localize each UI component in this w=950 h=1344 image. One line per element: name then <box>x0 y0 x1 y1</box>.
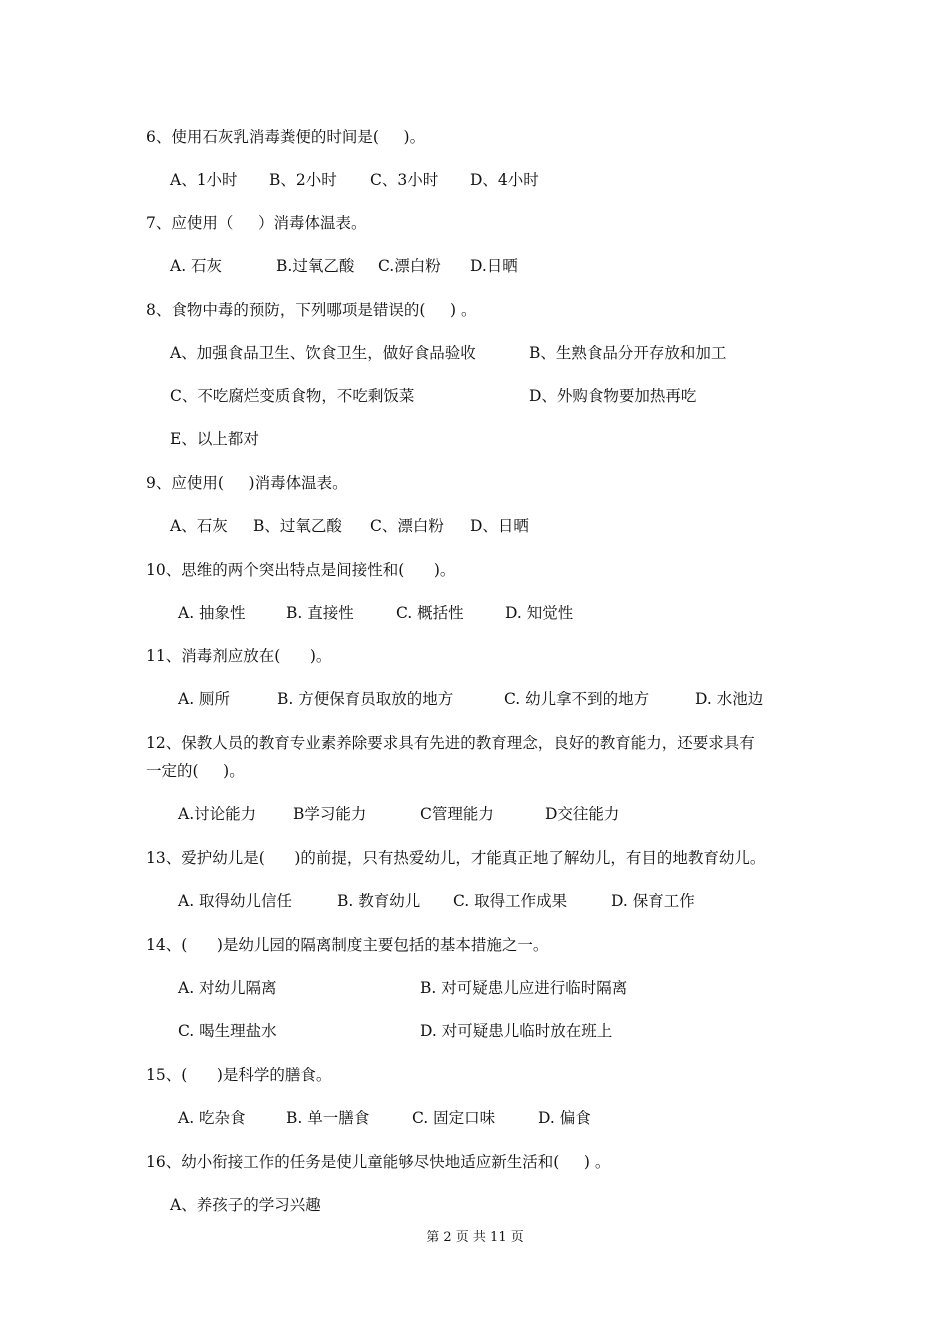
question-6-option-b: B、2小时 <box>269 171 337 189</box>
question-9-option-b: B、过氧乙酸 <box>253 517 342 535</box>
question-14-option-c: C. 喝生理盐水 <box>178 1022 277 1040</box>
question-6-option-a: A、1小时 <box>170 171 238 189</box>
question-14-option-d: D. 对可疑患儿临时放在班上 <box>420 1022 613 1040</box>
question-8-option-a: A、加强食品卫生、饮食卫生，做好食品验收 <box>170 344 476 362</box>
question-12-stem-continued: 一定的( )。 <box>146 762 245 780</box>
question-10-stem: 10、思维的两个突出特点是间接性和( )。 <box>146 561 456 579</box>
question-8-option-b: B、生熟食品分开存放和加工 <box>529 344 727 362</box>
question-11-stem: 11、消毒剂应放在( )。 <box>146 647 332 665</box>
question-7-option-a: A. 石灰 <box>170 257 223 275</box>
question-12-option-c: C管理能力 <box>420 805 494 823</box>
question-10-option-a: A. 抽象性 <box>178 604 246 622</box>
question-13-option-a: A. 取得幼儿信任 <box>178 892 293 910</box>
question-13-option-c: C. 取得工作成果 <box>453 892 568 910</box>
question-13-option-d: D. 保育工作 <box>611 892 695 910</box>
question-8-option-e: E、以上都对 <box>170 430 259 448</box>
question-7-option-c: C.漂白粉 <box>378 257 441 275</box>
question-10-option-c: C. 概括性 <box>396 604 464 622</box>
question-14-option-a: A. 对幼儿隔离 <box>178 979 277 997</box>
question-15-option-d: D. 偏食 <box>538 1109 591 1127</box>
question-13-stem: 13、爱护幼儿是( )的前提，只有热爱幼儿，才能真正地了解幼儿，有目的地教育幼儿。 <box>146 849 766 867</box>
question-7-option-b: B.过氧乙酸 <box>276 257 355 275</box>
question-6-option-d: D、4小时 <box>470 171 539 189</box>
question-8-option-d: D、外购食物要加热再吃 <box>529 387 697 405</box>
question-8-option-c: C、不吃腐烂变质食物，不吃剩饭菜 <box>170 387 415 405</box>
question-12-option-a: A.讨论能力 <box>178 805 257 823</box>
question-12-option-b: B学习能力 <box>293 805 367 823</box>
question-14-stem: 14、( )是幼儿园的隔离制度主要包括的基本措施之一。 <box>146 936 549 954</box>
question-11-option-a: A. 厕所 <box>178 690 231 708</box>
question-11-option-c: C. 幼儿拿不到的地方 <box>504 690 650 708</box>
question-16-option-a: A、养孩子的学习兴趣 <box>170 1196 321 1214</box>
question-15-stem: 15、( )是科学的膳食。 <box>146 1066 332 1084</box>
question-10-option-d: D. 知觉性 <box>505 604 574 622</box>
question-15-option-c: C. 固定口味 <box>412 1109 496 1127</box>
question-11-option-d: D. 水池边 <box>695 690 764 708</box>
question-13-option-b: B. 教育幼儿 <box>337 892 421 910</box>
question-7-option-d: D.日晒 <box>470 257 518 275</box>
question-11-option-b: B. 方便保育员取放的地方 <box>277 690 454 708</box>
question-14-option-b: B. 对可疑患儿应进行临时隔离 <box>420 979 628 997</box>
question-6-stem: 6、使用石灰乳消毒粪便的时间是( )。 <box>146 128 426 146</box>
question-9-option-a: A、石灰 <box>170 517 228 535</box>
question-16-stem: 16、幼小衔接工作的任务是使儿童能够尽快地适应新生活和( ) 。 <box>146 1153 611 1171</box>
question-8-stem: 8、食物中毒的预防，下列哪项是错误的( ) 。 <box>146 301 477 319</box>
question-7-stem: 7、应使用（ ）消毒体温表。 <box>146 214 367 232</box>
page-footer: 第 2 页 共 11 页 <box>426 1230 524 1245</box>
question-10-option-b: B. 直接性 <box>286 604 354 622</box>
question-12-stem: 12、保教人员的教育专业素养除要求具有先进的教育理念，良好的教育能力，还要求具有 <box>146 734 755 752</box>
question-15-option-b: B. 单一膳食 <box>286 1109 370 1127</box>
question-9-option-d: D、日晒 <box>470 517 529 535</box>
question-9-option-c: C、漂白粉 <box>370 517 444 535</box>
question-12-option-d: D交往能力 <box>545 805 620 823</box>
question-15-option-a: A. 吃杂食 <box>178 1109 246 1127</box>
question-6-option-c: C、3小时 <box>370 171 439 189</box>
question-9-stem: 9、应使用( )消毒体温表。 <box>146 474 348 492</box>
